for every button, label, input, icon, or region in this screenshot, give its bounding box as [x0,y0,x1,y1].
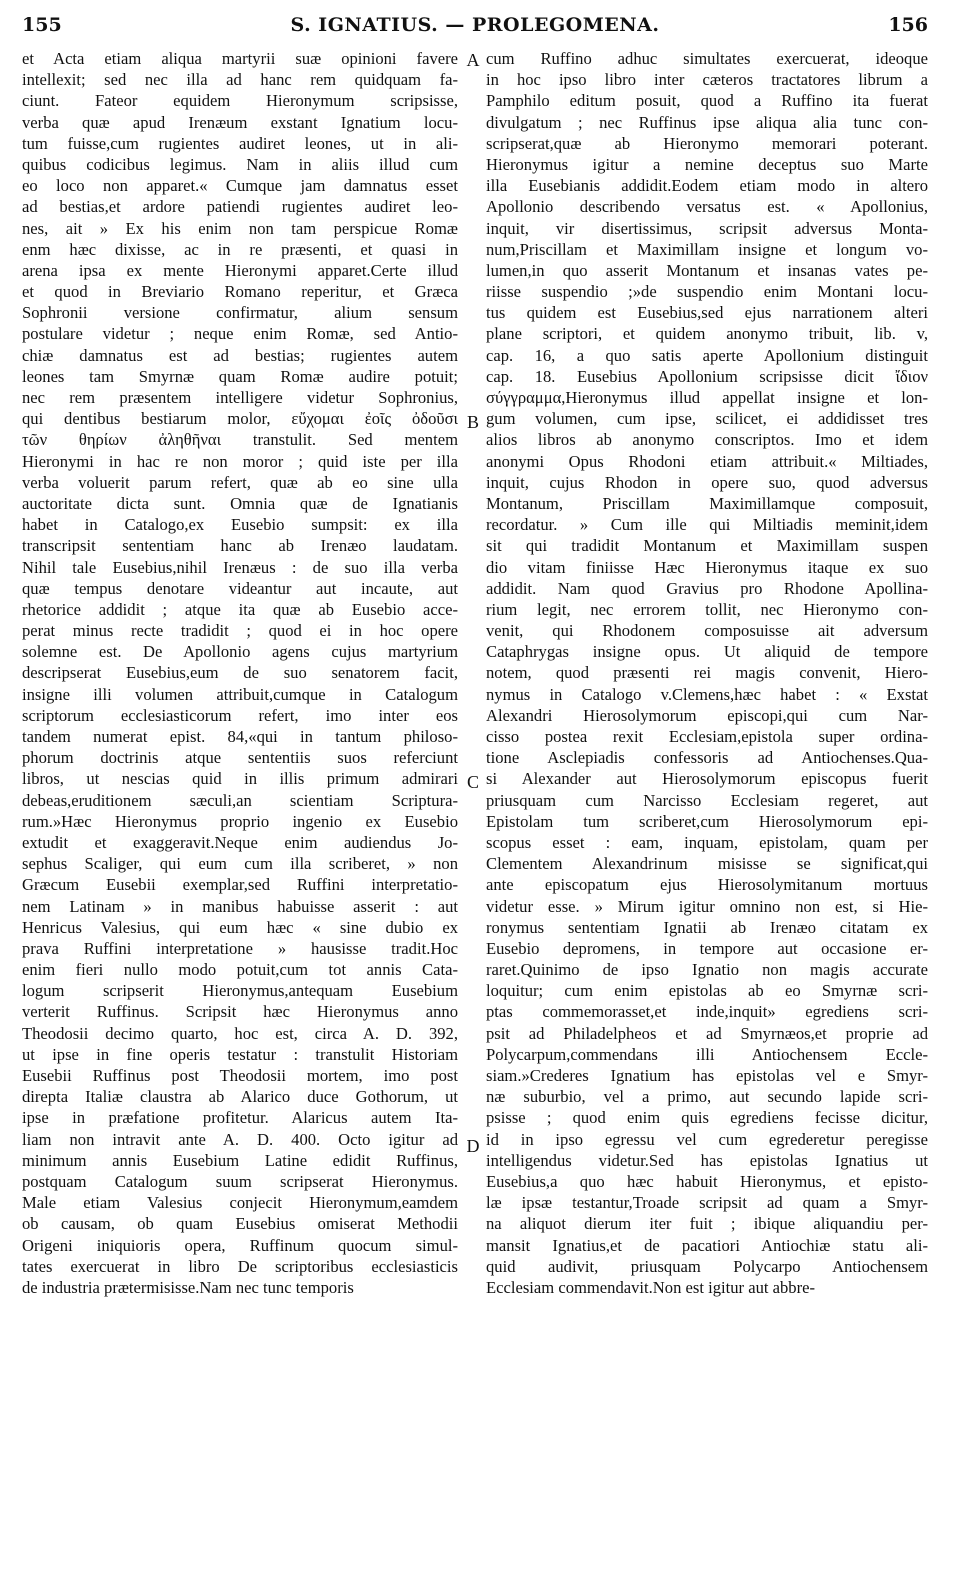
text-line: priusquam cum Narcisso Ecclesiam regeret, aut [486,790,928,810]
text-line: ob causam, ob quam Eusebius omiserat Methodii [22,1214,458,1234]
text-line: Cataphrygas insigne opus. Ut aliquid de tempore [486,642,928,662]
text-line: verterit Ruffinus. Scripsit hæc Hieronymus anno [22,1002,458,1022]
text-line: intellexit; sed nec illa ad hanc rem quidquam fa- [22,70,458,90]
running-title: S. IGNATIUS. — PROLEGOMENA. [290,14,660,36]
text-line: ipse in præfatione profitetur. Alaricus autem Ita- [22,1108,458,1128]
margin-letter-c: C [466,772,479,792]
margin-letter-b: B [466,412,479,432]
text-line: quibus codicibus legimus. Nam in aliis illud cum [22,154,458,174]
text-line: psisse ; quod enim quis egrediens fecisse dicitur, [486,1108,928,1128]
text-line: scriptorum ecclesiasticorum refert, imo inter eos [22,705,458,725]
text-line: et quod in Breviario Romano reperitur, et Græca [22,282,458,302]
text-line: psit ad Philadelpheos et ad Smyrnæos,et proprie ad [486,1023,928,1043]
text-line: sit qui tradidit Montanum et Maximillam suspen [486,536,928,556]
text-line: siam.»Crederes Ignatium has epistolas vel e Smyr- [486,1066,928,1085]
text-line: nec rem præsentem intelligere videtur Sophronius, [22,388,458,407]
text-line: habet in Catalogo,ex Eusebio sumpsit: ex illa [22,515,458,535]
text-line: Eusebio depromens, in tempore aut occasione er- [486,938,928,958]
text-line: illa Eusebianis addidit.Eodem etiam modo in altero [486,176,928,196]
text-line: tum fuisse,cum rugientes audiret leones, ut in ali- [22,133,458,153]
text-line: eo loco non apparet.« Cumque jam damnatus esset [22,176,458,196]
text-line: num,Priscillam et Maximillam insigne et longum vo- [486,239,928,259]
text-line: minimum annis Eusebium Latine edidit Ruffinus, [22,1150,458,1170]
text-line: scripserat,quæ ab Hieronymo memorari poterant. [486,133,928,153]
text-line: prava Ruffini interpretatione » hausisse tradit.Hoc [22,938,458,958]
text-line: ante episcopatum ejus Hierosolymitanum mortuus [486,875,928,895]
text-line: ut ipse in fine operis testatur : transtulit Historiam [22,1044,458,1064]
text-line: Eusebii Ruffinus post Theodosii mortem, imo post [22,1066,458,1085]
text-line: debeas,eruditionem sæculi,an scientiam Scriptura- [22,790,458,810]
text-line: intelligendus videtur.Sed has epistolas Ignatius ut [486,1150,928,1170]
text-line: ciunt. Fateor equidem Hieronymum scripsisse, [22,91,458,111]
text-line: divulgatum ; nec Ruffinus ipse aliqua alia tunc con- [486,112,928,132]
text-line: Clementem Alexandrinum misisse se significat,qui [486,854,928,874]
text-line: ptas commemorasset,et inde,inquit» egrediens scri- [486,1002,928,1022]
text-line: Sophronii versione confirmatur, alium sensum [22,303,458,323]
text-line: Origeni iniquioris opera, Ruffinum quocum simul- [22,1235,458,1255]
text-line: τῶν θηρίων ἀληθῆναι transtulit. Sed mentem [22,430,458,450]
text-line: tione Asclepiadis confessoris ad Antiochenses.Qua- [486,748,928,768]
text-line: Eusebius,a quo hæc habuit Hieronymus, et episto- [486,1171,928,1191]
text-line: Henricus Valesius, qui eum hæc « sine dubio ex [22,917,458,937]
text-line: ronymus sententiam Ignatii ab Irenæo citatam ex [486,917,928,937]
text-line: tates exercuerat in libro De scriptoribus ecclesiasticis [22,1256,458,1276]
text-line: enim fieri nullo modo potuit,cum tot annis Cata- [22,960,458,980]
text-line: gum volumen, cum ipse, scilicet, ei addidisset tres [486,409,928,429]
text-line: Montanum, Priscillam Maximillamque composuit, [486,493,928,513]
text-line: descripserat Eusebius,eum de suo senatorem facit, [22,663,458,683]
text-line: Græcum Eusebii exemplar,sed Ruffini interpretatio- [22,875,458,895]
text-line: perat minus recte tradidit ; quod ei in hoc opere [22,621,458,641]
right-text-column [486,48,928,1298]
text-line: qui dentibus bestiarum molor, εὔχομαι ἐοῖς ὀδοῦσι [22,409,458,429]
text-line: riisse suspendio ;»de suspendio enim Montani locu- [486,282,928,302]
text-line: postulare videtur ; neque enim Romæ, sed Antio- [22,324,458,344]
text-line: Hieronymus igitur a nemine deceptus suo Marte [486,154,928,174]
text-line: enm hæc dixisse, ac in re præsenti, et quasi in [22,239,458,259]
text-line: raret.Quinimo de ipso Ignatio non magis accurate [486,960,928,980]
text-line: leones tam Smyrnæ quam Romæ audire potuit; [22,366,458,386]
text-line: cap. 16, a quo satis aperte Apollonium distinguit [486,345,928,365]
text-line: loquitur; cum enim epistolas ab eo Smyrnæ scri- [486,981,928,1001]
text-line: recordatur. » Cum ille qui Miltiadis meminit,idem [486,515,928,535]
text-line: tus quidem est Eusebius,sed ejus narrationem alteri [486,303,928,323]
text-line: anonymi Opus Rhodoni etiam attribuit.« Miltiades, [486,451,928,471]
margin-letter-d: D [466,1136,480,1156]
text-line: cap. 18. Eusebius Apollonium scripsisse dicit ἴδιον [486,366,928,386]
text-line: mansit Ignatius,et de pacatiori Antiochiæ statu ali- [486,1235,928,1255]
text-line: phorum doctrinis atque sententiis suos referciunt [22,748,458,768]
text-line: arena ipsa ex mente Hieronymi apparet.Certe illud [22,260,458,280]
text-line: na aliquot dierum iter fuit ; ibique aliquandiu per- [486,1214,928,1234]
text-line: quæ tempus denotare videantur aut incaute, aut [22,578,458,598]
text-line: venit, qui Rhodonem composuisse ait adversum [486,621,928,641]
text-line: direpta Italiæ claustra ab Alarico duce Gothorum, ut [22,1087,458,1107]
text-line: chiæ damnatus est ad bestias; rugientes autem [22,345,458,365]
text-line: rium legit, nec errorem tollit, nec Hieronymo con- [486,599,928,619]
text-line: Ecclesiam commendavit.Non est igitur aut abbre- [486,1277,815,1297]
text-line: ad bestias,et ardore patiendi rugientes audiret leo- [22,197,458,217]
text-line: Alexandri Hierosolymorum episcopi,qui cum Nar- [486,705,928,725]
text-line: addidit. Nam quod Gravius pro Rhodone Apollina- [486,578,928,598]
text-line: lumen,in quo asserit Montanum et insanas vates pe- [486,260,928,280]
text-line: Polycarpum,commendans illi Antiochensem Eccle- [486,1044,928,1064]
page-header [22,14,928,44]
text-line: liam non intravit ante A. D. 400. Octo igitur ad [22,1129,458,1149]
text-line: libros, ut nescias quid in illis primum admirari [22,769,458,789]
text-line: extudit et exaggeravit.Neque enim audiendus Jo- [22,832,458,852]
text-line: nymus in Catalogo v.Clemens,hæc habet : « Exstat [486,684,928,704]
text-line: nes, ait » Ex his enim non tam perspicue Romæ [22,218,458,238]
text-line: næ suburbio, vel a primo, aut secundo lapide scri- [486,1087,928,1107]
text-line: notem, quod præsenti rei magis convenit, Hiero- [486,663,928,683]
text-line: auctoritate dicta sunt. Omnia quæ de Ignatianis [22,493,458,513]
text-line: Pamphilo editum posuit, quod a Ruffino ita fuerat [486,91,928,111]
text-line: si Alexander aut Hierosolymorum episcopus fuerit [486,769,928,789]
text-line: videtur esse. » Mirum igitur omnino non est, si Hie- [486,896,928,916]
text-line: cisso postea rexit Ecclesiam,epistola super ordina- [486,727,928,746]
margin-letter-a: A [466,50,480,70]
text-line: inquit, cujus Rhodon in opere suo, quod adversus [486,472,928,492]
text-line: alios libros ab anonymo conscriptos. Imo et idem [486,430,928,450]
text-line: de industria prætermisisse.Nam nec tunc temporis [22,1277,354,1297]
text-line: Nihil tale Eusebius,nihil Irenæus : de suo illa verba [22,557,458,577]
left-text-column [22,48,458,1298]
text-line: Hieronymi in hac re non moror ; quid iste per illa [22,451,458,471]
text-line: inquit, vir disertissimus, scripsit adversus Monta- [486,218,928,238]
text-line: in hoc ipso libro inter cæteros tractatores librum a [486,70,928,90]
text-line: scopus esset : eam, inquam, epistolam, quam per [486,832,928,852]
text-line: et Acta etiam aliqua martyrii suæ opinioni favere [22,49,458,68]
text-line: Male etiam Valesius conjecit Hieronymum,eamdem [22,1193,458,1213]
text-line: rum.»Hæc Hieronymus proprio ingenio ex Eusebio [22,811,458,831]
text-line: transcripsit sententiam hanc ab Irenæo laudatam. [22,536,458,556]
text-line: σύγγραμμα,Hieronymus illud appellat insigne et lon- [486,388,928,407]
text-line: quid audivit, priusquam Polycarpo Antiochensem [486,1256,928,1276]
text-line: tandem numerat epist. 84,«qui in tantum philoso- [22,727,458,746]
text-line: id in ipso egressu vel cum egrederetur peregisse [486,1129,928,1149]
text-line: nem Latinam » in manibus habuisse asserit : aut [22,896,458,916]
text-line: cum Ruffino adhuc simultates exercuerat, ideoque [486,49,928,68]
text-line: plane scriptori, et quidem anonymo tribuit, lib. v, [486,324,928,344]
text-line: Epistolam tum scriberet,cum Hierosolymorum epi- [486,811,928,831]
page-number-right: 156 [888,14,928,36]
text-line: rhetorice addidit ; atque ita quæ ab Eusebio acce- [22,599,458,619]
text-line: Theodosii decimo quarto, hoc est, circa A. D. 392, [22,1023,458,1043]
text-line: Apollonio describendo versatus est. « Apollonius, [486,197,928,217]
text-line: solemne est. De Apollonio agens cujus martyrium [22,642,458,662]
text-line: postquam Catalogum suum scripserat Hieronymus. [22,1171,458,1191]
text-line: insigne illi volumen attribuit,cumque in Catalogum [22,684,458,704]
text-line: sephus Scaliger, qui eum cum illa scriberet, » non [22,854,458,874]
text-line: dio vitam finiisse Hæc Hieronymus itaque ex suo [486,557,928,577]
text-line: læ ipsæ testantur,Troade scripsit ad quam a Smyr- [486,1193,928,1213]
text-line: verba voluerit parum refert, quæ ab eo sine ulla [22,472,458,492]
text-line: verba quæ apud Irenæum exstant Ignatium locu- [22,112,458,132]
page-number-left: 155 [22,14,62,36]
text-line: logum scripserit Hieronymus,antequam Eusebium [22,981,458,1001]
